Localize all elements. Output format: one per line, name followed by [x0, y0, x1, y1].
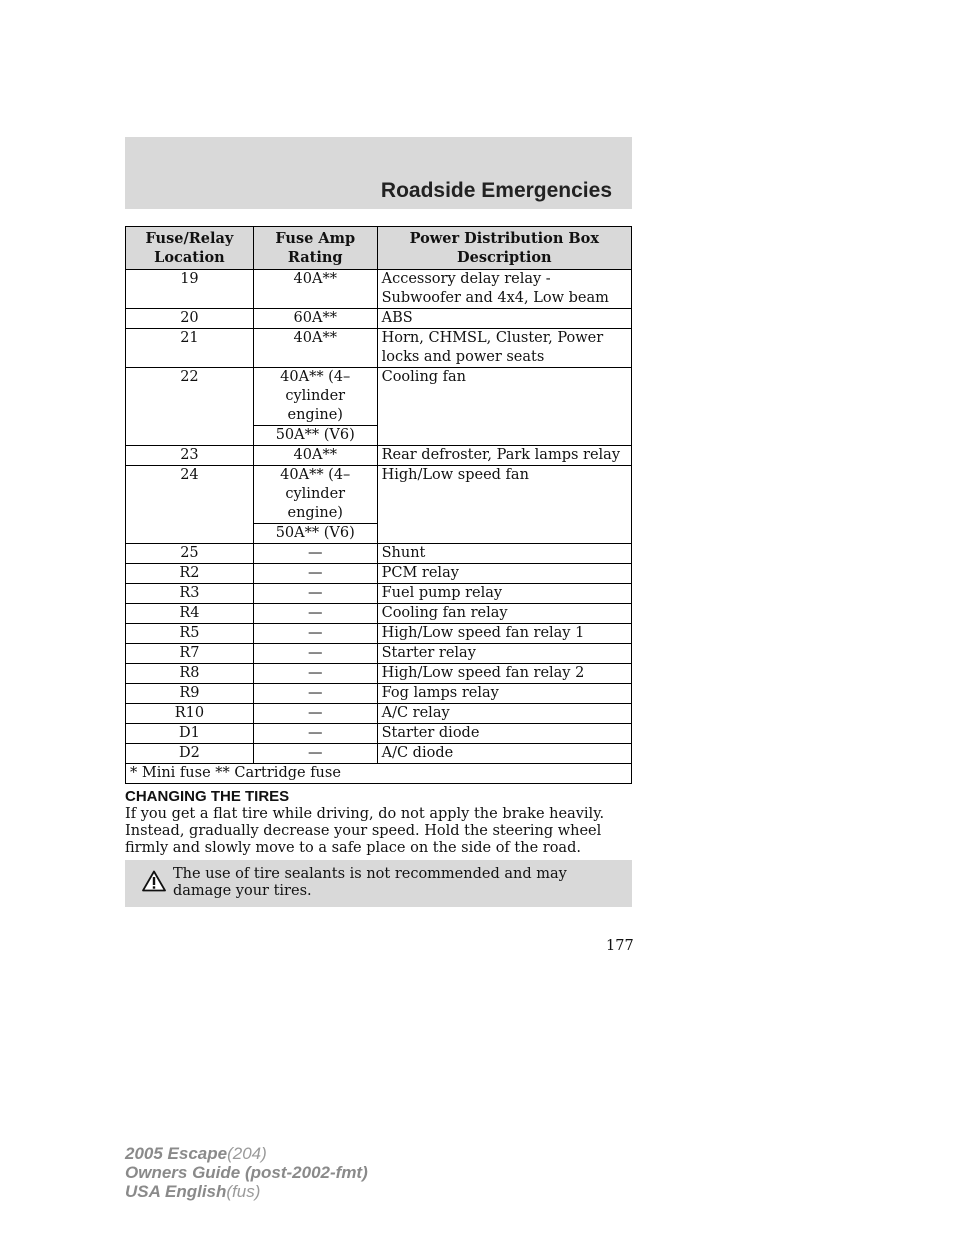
fuse-amp-rating: —: [253, 584, 377, 604]
fuse-description: Starter diode: [377, 724, 631, 744]
section-header-band: [125, 137, 632, 209]
fuse-amp-rating: —: [253, 704, 377, 724]
changing-tires-title: CHANGING THE TIRES: [125, 788, 290, 805]
table-row: [126, 466, 632, 524]
fuse-amp-rating-alt: 50A** (V6): [253, 426, 377, 446]
table-footnote: * Mini fuse ** Cartridge fuse: [126, 764, 632, 784]
fuse-location: R10: [126, 704, 254, 724]
footer-model: 2005 Escape: [125, 1144, 228, 1163]
table-row: [126, 644, 632, 664]
fuse-description: PCM relay: [377, 564, 631, 584]
table-row: [126, 704, 632, 724]
fuse-location: R3: [126, 584, 254, 604]
fuse-description: A/C diode: [377, 744, 631, 764]
page-number: 177: [606, 938, 634, 954]
fuse-location: 23: [126, 446, 254, 466]
footer-language: USA English: [125, 1182, 227, 1201]
fuse-amp-rating: 40A**: [253, 446, 377, 466]
fuse-table-body: [126, 270, 632, 784]
fuse-description: Fuel pump relay: [377, 584, 631, 604]
table-row: [126, 604, 632, 624]
footer-guide: Owners Guide (post-2002-fmt): [125, 1163, 368, 1182]
table-row: [126, 270, 632, 309]
table-row: [126, 684, 632, 704]
table-row: [126, 309, 632, 329]
table-row: [126, 329, 632, 368]
fuse-description: Horn, CHMSL, Cluster, Power locks and power seats: [377, 329, 631, 368]
fuse-amp-rating: 40A** (4–cylinder engine): [253, 466, 377, 524]
fuse-description: A/C relay: [377, 704, 631, 724]
table-row: [126, 544, 632, 564]
fuse-location: R9: [126, 684, 254, 704]
table-row: [126, 724, 632, 744]
fuse-amp-rating: —: [253, 664, 377, 684]
table-row: [126, 664, 632, 684]
fuse-location: 22: [126, 368, 254, 446]
fuse-location: R5: [126, 624, 254, 644]
section-title: Roadside Emergencies: [380, 179, 612, 202]
warning-triangle-icon: [142, 870, 166, 892]
fuse-amp-rating: 40A**: [253, 329, 377, 368]
fuse-description: High/Low speed fan relay 1: [377, 624, 631, 644]
warning-text: The use of tire sealants is not recommended and may damage your tires.: [173, 866, 567, 899]
fuse-location: 25: [126, 544, 254, 564]
fuse-amp-rating: —: [253, 684, 377, 704]
column-header-description: Power Distribution Box Description: [377, 227, 631, 270]
fuse-description: ABS: [377, 309, 631, 329]
fuse-amp-rating: —: [253, 744, 377, 764]
fuse-description: Fog lamps relay: [377, 684, 631, 704]
fuse-amp-rating: 40A**: [253, 270, 377, 309]
changing-tires-paragraph: If you get a flat tire while driving, do not apply the brake heavily. Instead, gradually decrease your speed. Hold the steering wheel firmly and slowly move to a safe place on the side of the road.: [125, 806, 605, 856]
column-header-location: Fuse/Relay Location: [126, 227, 254, 270]
fuse-description: Shunt: [377, 544, 631, 564]
fuse-description: Cooling fan relay: [377, 604, 631, 624]
fuse-amp-rating-alt: 50A** (V6): [253, 524, 377, 544]
fuse-location: D1: [126, 724, 254, 744]
table-row: [126, 584, 632, 604]
column-header-amp-rating: Fuse Amp Rating: [253, 227, 377, 270]
table-row: [126, 744, 632, 764]
table-row: [126, 368, 632, 426]
table-row: [126, 564, 632, 584]
table-footnote-row: [126, 764, 632, 784]
fuse-location: R2: [126, 564, 254, 584]
document-footer: [125, 1144, 368, 1201]
fuse-amp-rating: —: [253, 564, 377, 584]
fuse-description: High/Low speed fan: [377, 466, 631, 544]
fuse-description: High/Low speed fan relay 2: [377, 664, 631, 684]
fuse-amp-rating: 60A**: [253, 309, 377, 329]
fuse-location: 20: [126, 309, 254, 329]
fuse-description: Cooling fan: [377, 368, 631, 446]
table-row: [126, 446, 632, 466]
fuse-table: [125, 226, 632, 784]
fuse-amp-rating: —: [253, 644, 377, 664]
fuse-description: Starter relay: [377, 644, 631, 664]
table-row: [126, 624, 632, 644]
fuse-location: 24: [126, 466, 254, 544]
fuse-amp-rating: —: [253, 604, 377, 624]
fuse-location: R4: [126, 604, 254, 624]
table-header-row: [126, 227, 632, 270]
fuse-amp-rating: 40A** (4–cylinder engine): [253, 368, 377, 426]
fuse-description: Rear defroster, Park lamps relay: [377, 446, 631, 466]
fuse-description: Accessory delay relay - Subwoofer and 4x4, Low beam: [377, 270, 631, 309]
fuse-amp-rating: —: [253, 724, 377, 744]
fuse-amp-rating: —: [253, 624, 377, 644]
fuse-location: 19: [126, 270, 254, 309]
fuse-amp-rating: —: [253, 544, 377, 564]
warning-box: [125, 860, 632, 907]
footer-language-code: (fus): [226, 1182, 261, 1201]
fuse-location: 21: [126, 329, 254, 368]
fuse-location: R8: [126, 664, 254, 684]
fuse-location: R7: [126, 644, 254, 664]
fuse-location: D2: [126, 744, 254, 764]
footer-model-code: (204): [227, 1144, 267, 1163]
